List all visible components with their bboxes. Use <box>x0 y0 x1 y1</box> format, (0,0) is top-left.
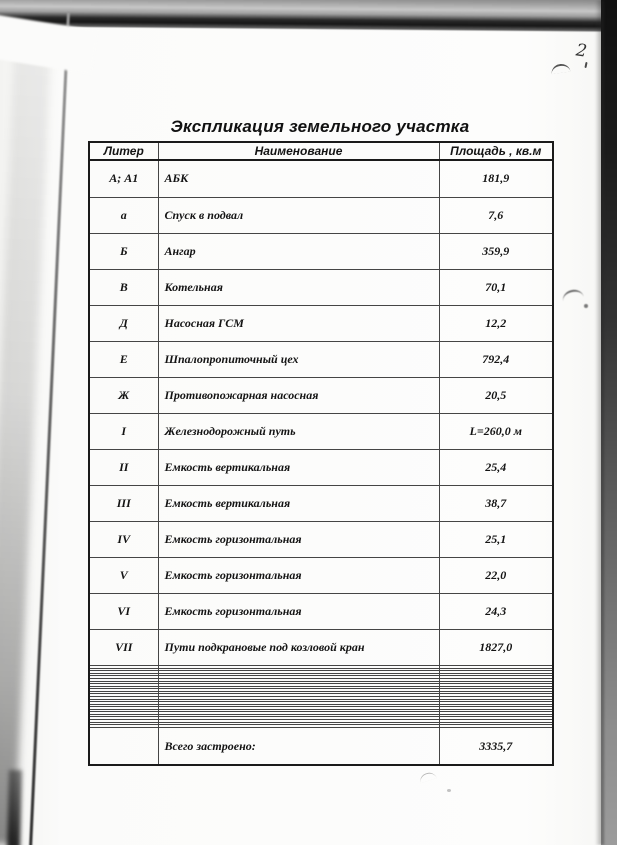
table-header-row <box>89 142 553 160</box>
cell-name: Емкость вертикальная <box>158 450 439 486</box>
cell-liter: VI <box>89 594 158 630</box>
cell-area: 22,0 <box>439 558 553 594</box>
cell-liter: В <box>89 269 158 305</box>
handwritten-page-number: 2 <box>574 40 589 62</box>
cell-name: Противопожарная насосная <box>158 377 439 413</box>
column-header-liter: Литер <box>89 142 158 160</box>
cell-liter: Б <box>89 233 158 269</box>
cell-area: 181,9 <box>439 160 553 197</box>
cell-liter: А; А1 <box>89 160 158 197</box>
cell-name: Ангар <box>158 233 439 269</box>
table-row <box>89 160 553 197</box>
cell-name: Емкость горизонтальная <box>158 558 439 594</box>
cell-liter: V <box>89 558 158 594</box>
pencil-dash-mark <box>561 288 583 301</box>
column-header-area: Площадь , кв.м <box>439 142 553 160</box>
cell-empty <box>89 728 158 765</box>
cell-area: L=260,0 м <box>439 414 553 450</box>
scanner-shadow-edge-right-soft <box>595 0 604 845</box>
cell-area: 20,5 <box>439 377 553 413</box>
pencil-dot-mark <box>447 789 451 792</box>
total-label: Всего застроено: <box>158 728 439 765</box>
pencil-dash-mark <box>550 63 570 75</box>
cell-name: Емкость горизонтальная <box>158 522 439 558</box>
scanner-shadow-band-top <box>0 0 617 32</box>
cell-name: Шпалопропиточный цех <box>158 341 439 377</box>
cell-name: Котельная <box>158 269 439 305</box>
table-row <box>89 233 553 269</box>
cell-liter: Е <box>89 341 158 377</box>
pencil-dash-mark <box>418 771 437 784</box>
table-row <box>89 558 553 594</box>
page-title: Экспликация земельного участка <box>170 117 470 136</box>
pencil-tick-mark <box>584 62 587 68</box>
table-row <box>89 522 553 558</box>
total-row <box>89 728 553 765</box>
cell-name: Емкость горизонтальная <box>158 594 439 630</box>
cell-name: Железнодорожный путь <box>158 414 439 450</box>
table-row <box>89 594 553 630</box>
cell-liter: IV <box>89 522 158 558</box>
cell-area: 7,6 <box>439 197 553 233</box>
column-header-name: Наименование <box>158 142 439 160</box>
land-plot-explication-table <box>88 141 554 766</box>
cell-area: 1827,0 <box>439 630 553 666</box>
pencil-dot-mark <box>584 304 588 308</box>
cell-liter: VII <box>89 630 158 666</box>
page-fold-shadow-left <box>0 23 52 845</box>
cell-area: 24,3 <box>439 594 553 630</box>
cell-name: Спуск в подвал <box>158 197 439 233</box>
cell-liter: II <box>89 450 158 486</box>
cell-area: 12,2 <box>439 305 553 341</box>
cell-liter: III <box>89 486 158 522</box>
page-fold-shadow-bottom-left <box>7 770 22 845</box>
table-row <box>89 414 553 450</box>
cell-name: Насосная ГСМ <box>158 305 439 341</box>
cell-area: 25,1 <box>439 522 553 558</box>
cell-liter: Д <box>89 305 158 341</box>
table-row <box>89 341 553 377</box>
cell-liter: I <box>89 414 158 450</box>
table-row <box>89 197 553 233</box>
cell-area: 359,9 <box>439 233 553 269</box>
table-footer <box>89 728 553 765</box>
cell-area: 25,4 <box>439 450 553 486</box>
cell-area: 38,7 <box>439 486 553 522</box>
table-row <box>89 486 553 522</box>
table-body <box>89 160 553 728</box>
table-row <box>89 630 553 666</box>
table-row <box>89 305 553 341</box>
table-row <box>89 450 553 486</box>
cell-area: 70,1 <box>439 269 553 305</box>
total-value: 3335,7 <box>439 728 553 765</box>
table-row <box>89 269 553 305</box>
cell-area: 792,4 <box>439 341 553 377</box>
cell-name: АБК <box>158 160 439 197</box>
cell-liter: Ж <box>89 377 158 413</box>
cell-liter: а <box>89 197 158 233</box>
table-row <box>89 377 553 413</box>
cell-name: Емкость вертикальная <box>158 486 439 522</box>
cell-name: Пути подкрановые под козловой кран <box>158 630 439 666</box>
